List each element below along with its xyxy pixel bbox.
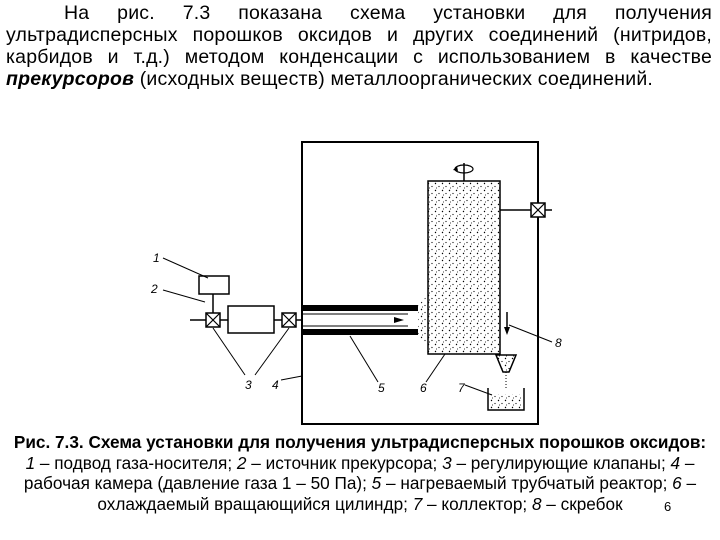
caption-text-2: – источник прекурсора; — [246, 452, 443, 473]
particle-plume — [418, 290, 432, 352]
caption-num-1: 1 — [25, 452, 36, 473]
caption-num-3: 3 — [442, 452, 452, 473]
caption-num-5: 5 — [371, 473, 382, 493]
label-7: 7 — [458, 381, 465, 395]
label-6: 6 — [420, 381, 427, 395]
figure-caption — [8, 432, 712, 514]
caption-title: Рис. 7.3. Схема установки для получения ультрадисперсных порошков оксидов: — [13, 432, 707, 452]
caption-text-1: – подвод газа-носителя; — [35, 452, 237, 473]
intro-text-2: (исходных веществ) металлоорганических соединений. — [134, 68, 654, 90]
rotating-cylinder — [428, 181, 500, 354]
funnel — [496, 355, 516, 372]
label-8: 8 — [555, 336, 562, 350]
caption-text-6: – охлаждаемый вращающийся цилиндр; — [97, 473, 697, 514]
label-3: 3 — [245, 378, 252, 392]
label-5: 5 — [378, 381, 385, 395]
caption-num-6: 6 — [672, 473, 682, 493]
precursor-source — [199, 276, 229, 294]
label-2: 2 — [151, 282, 158, 296]
precursor-evaporator — [228, 306, 274, 333]
caption-num-4: 4 — [670, 452, 681, 473]
valve-right-icon — [282, 313, 296, 327]
caption-text-3: – регулирующие клапаны; — [451, 452, 671, 473]
caption-text-7: – коллектор; — [422, 493, 532, 514]
page-number: 6 — [664, 499, 672, 514]
intro-emphasis: прекурсоров — [6, 68, 135, 90]
caption-text-4: – рабочая камера (давление газа 1 – 50 Па); — [23, 452, 695, 493]
caption-num-7: 7 — [412, 493, 423, 514]
outlet-valve-icon — [531, 203, 545, 217]
valve-left-icon — [206, 313, 220, 327]
intro-text-1: На рис. 7.3 показана схема установки для получения ультрадисперсных порошков оксидов и других соединений (нитридов, карбидов и т.д.) методом конденсации с использованием в качестве — [6, 2, 712, 68]
tubular-reactor — [302, 305, 418, 335]
caption-text-5: – нагреваемый трубчатый реактор; — [381, 473, 673, 493]
caption-num-2: 2 — [236, 452, 247, 473]
caption-text-8: – скребок — [541, 493, 623, 514]
caption-num-8: 8 — [531, 493, 542, 514]
label-4: 4 — [272, 378, 279, 392]
label-1: 1 — [153, 251, 160, 265]
